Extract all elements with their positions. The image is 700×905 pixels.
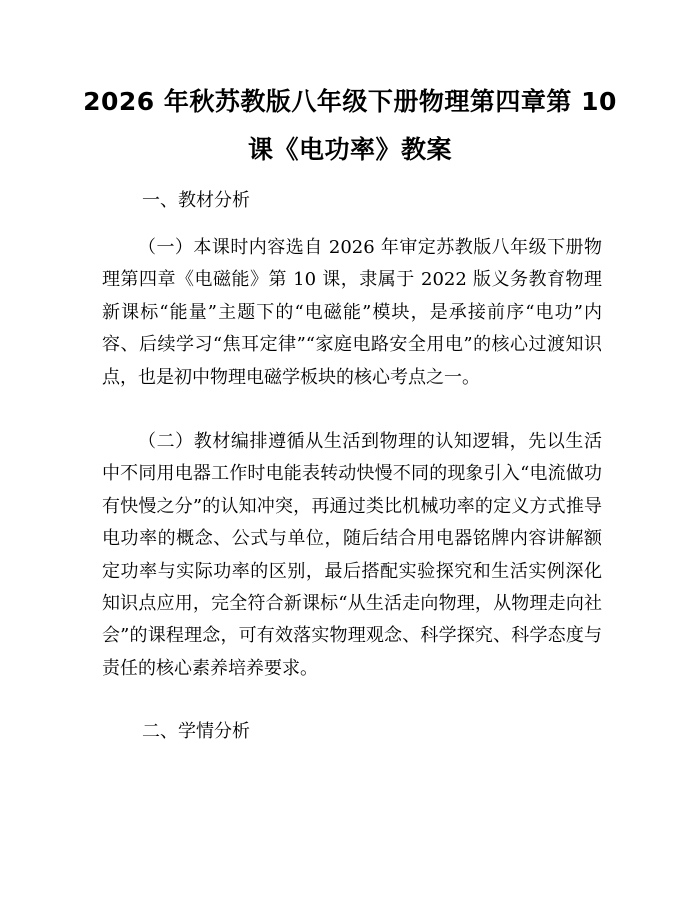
document-title-line-1: 2026 年秋苏教版八年级下册物理第四章第 10 (83, 87, 617, 116)
section-heading-textbook-analysis: 一、教材分析 (142, 190, 250, 211)
paragraph-2: （二）教材编排遵循从生活到物理的认知逻辑，先以生活中不同用电器工作时电能表转动快慢不同的现象引入“电流做功有快慢之分”的认知冲突，再通过类比机械功率的定义方式推导电功率的概念、公式与单位，随后结合用电器铭牌内容讲解额定功率与实际功率的区别，最后搭配实验探究和生活实例深化知识点应用，完全符合新课标“从生活走向物理，从物理走向社会”的课程理念，可有效落实物理观念、科学探究、科学态度与责任的核心素养培养要求。 (102, 431, 602, 679)
document-title-line-2: 课《电功率》教案 (247, 135, 452, 164)
paragraph-1: （一）本课时内容选自 2026 年审定苏教版八年级下册物理第四章《电磁能》第 10 课，隶属于 2022 版义务教育物理新课标“能量”主题下的“电磁能”模块，是承接前序“电功”内容、后续学习“焦耳定律”“家庭电路安全用电”的核心过渡知识点，也是初中物理电磁学板块的核心考点之一。 (102, 237, 602, 388)
section-heading-student-analysis: 二、学情分析 (142, 721, 250, 742)
